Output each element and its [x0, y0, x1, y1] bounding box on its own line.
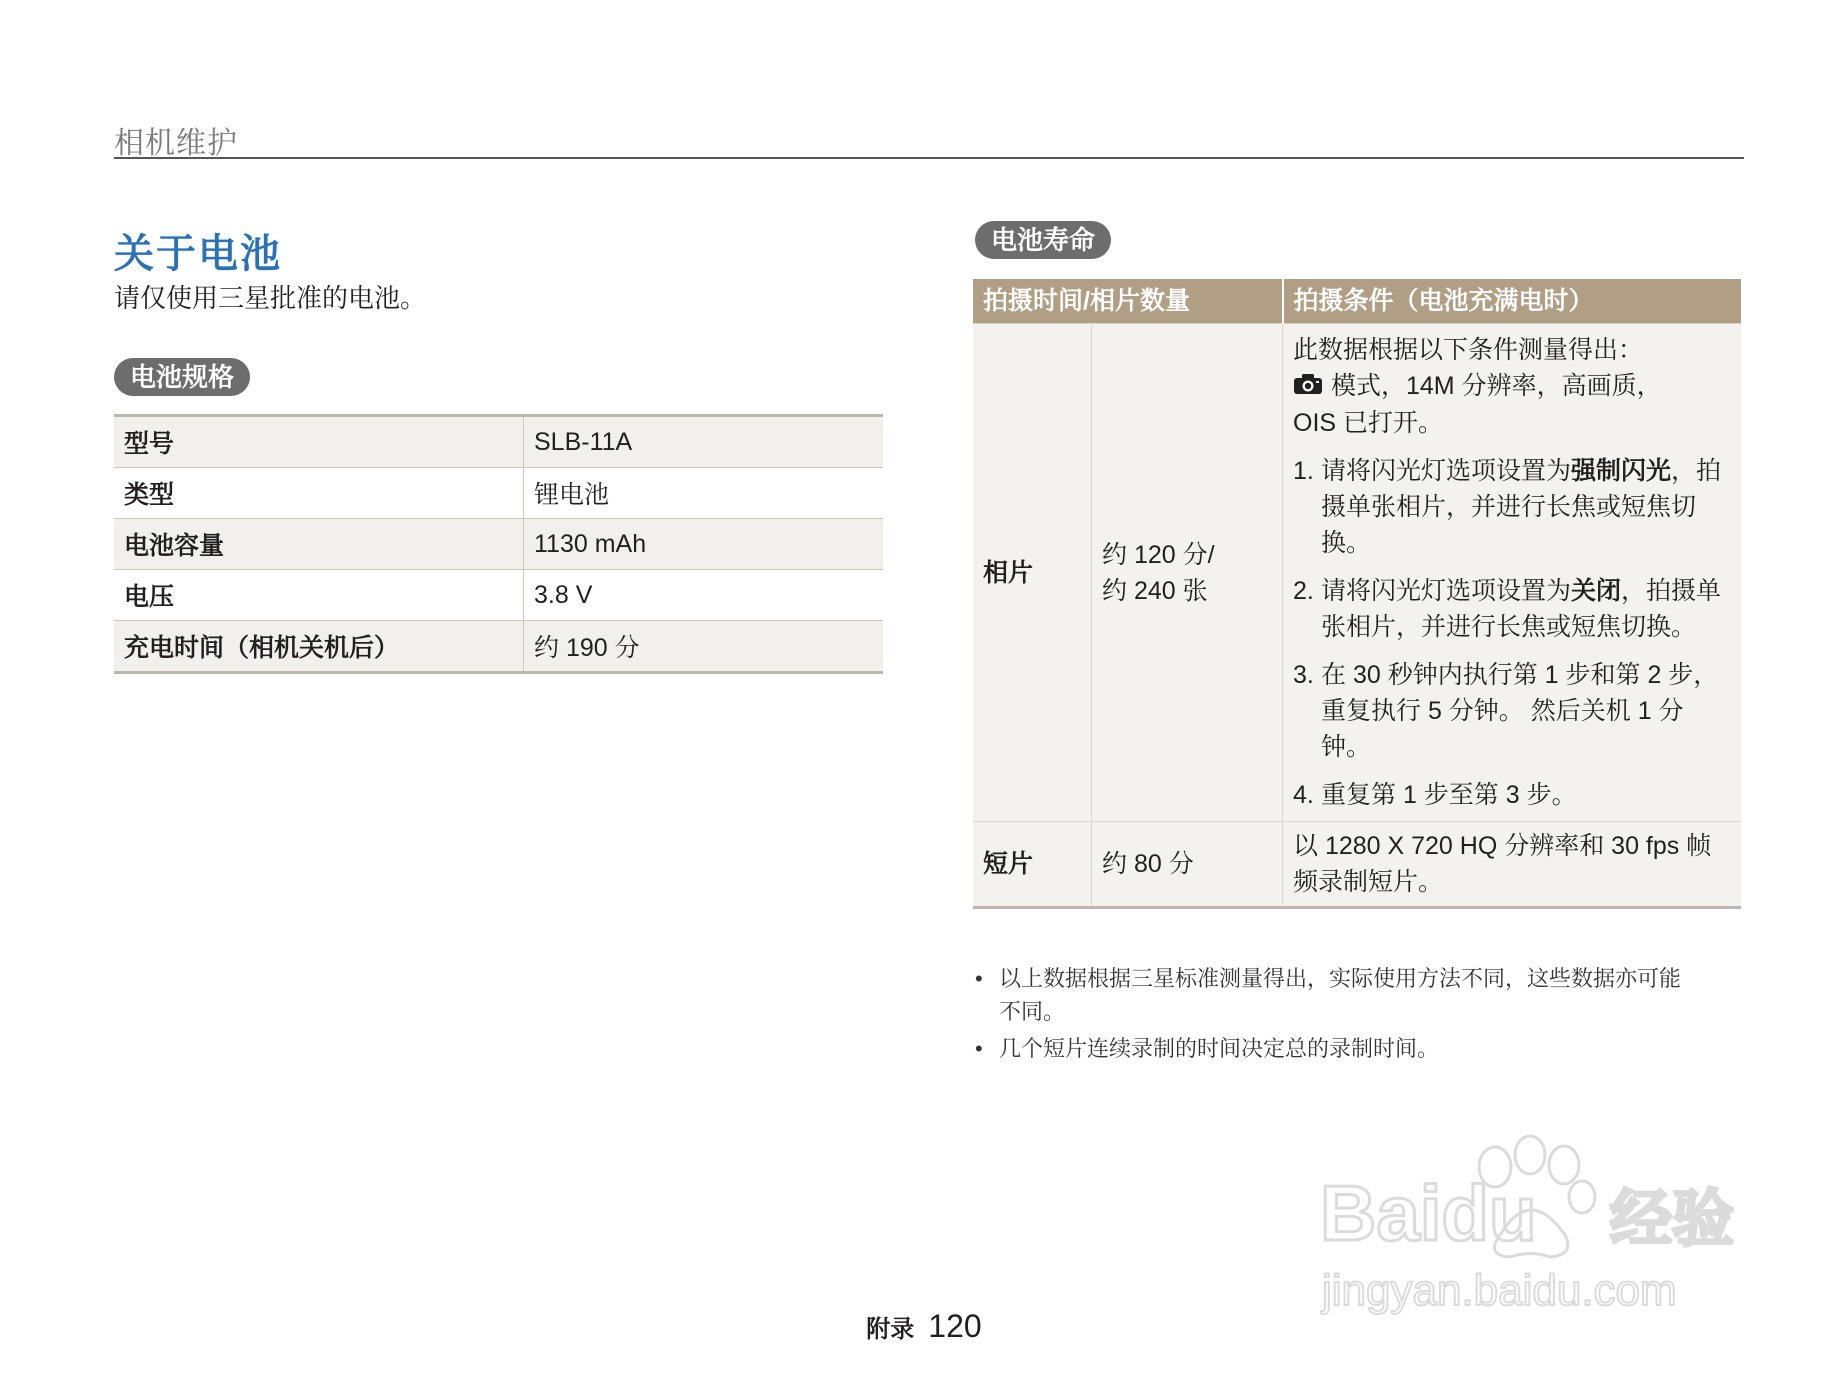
step-text: 在 30 秒钟内执行第 1 步和第 2 步，重复执行 5 分钟。 然后关机 1 分钟。 [1321, 661, 1719, 762]
spec-section-pill: 电池规格 [114, 358, 250, 396]
intro-text: 请仅使用三星批准的电池。 [114, 283, 427, 313]
step-text: 请将闪光灯选项设置为 [1321, 577, 1572, 606]
battery-spec-table [114, 414, 883, 674]
spec-value: 锂电池 [524, 468, 884, 519]
header-conditions: 拍摄条件（电池充满电时） [1283, 279, 1742, 324]
cond-ois: OIS 已打开。 [1293, 409, 1444, 438]
life-row-photo [973, 324, 1741, 822]
spec-key: 电压 [114, 570, 524, 621]
spec-value: 约 190 分 [524, 621, 884, 673]
test-steps [1293, 453, 1731, 813]
watermark-url: jingyan.baidu.com [1322, 1266, 1677, 1315]
note-item: • 以上数据根据三星标准测量得出，实际使用方法不同，这些数据亦可能不同。 [975, 962, 1695, 1028]
page-footer [0, 1308, 1848, 1345]
notes-list [975, 962, 1695, 1069]
step-number: 1. [1293, 457, 1314, 486]
footer-label: 附录 [866, 1316, 915, 1343]
spec-row-voltage [114, 570, 883, 621]
spec-value: 1130 mAh [524, 519, 884, 570]
life-table-header [973, 279, 1741, 324]
cond-intro: 此数据根据以下条件测量得出： [1293, 336, 1644, 364]
step-emphasis: 关闭 [1571, 577, 1622, 606]
step-text: ，拍摄单张相片，并进行长焦或短焦切换。 [1321, 577, 1722, 642]
page-number: 120 [928, 1308, 982, 1344]
row-label-photo: 相片 [973, 324, 1092, 822]
note-item: • 几个短片连续录制的时间决定总的录制时间。 [975, 1032, 1695, 1065]
video-conditions: 以 1280 X 720 HQ 分辨率和 30 fps 帧频录制短片。 [1283, 822, 1742, 908]
life-section-pill: 电池寿命 [975, 221, 1111, 259]
spec-row-type [114, 468, 883, 519]
watermark-cn: 经验 [1610, 1182, 1735, 1255]
spec-key: 型号 [114, 416, 524, 468]
header-rule [114, 157, 1744, 159]
cond-mode-line [1293, 368, 1731, 405]
step-number: 3. [1293, 661, 1314, 690]
battery-life-table [973, 279, 1741, 909]
watermark-brand: Baidu [1320, 1169, 1537, 1257]
photo-amount-time: 约 120 分/ [1102, 540, 1215, 569]
step-text: 请将闪光灯选项设置为 [1321, 457, 1572, 486]
step-item [1293, 657, 1731, 765]
step-item [1293, 573, 1731, 645]
camera-icon [1293, 369, 1323, 405]
step-number: 2. [1293, 577, 1314, 606]
spec-row-charge-time [114, 621, 883, 673]
spec-key: 类型 [114, 468, 524, 519]
life-row-video [973, 822, 1741, 908]
page-title: 关于电池 [114, 232, 282, 276]
spec-row-model [114, 416, 883, 468]
step-text: 重复第 1 步至第 3 步。 [1321, 781, 1577, 810]
step-text: ，拍摄单张相片，并进行长焦或短焦切换。 [1321, 457, 1722, 558]
step-item [1293, 777, 1731, 813]
spec-value: SLB-11A [524, 416, 884, 468]
spec-key: 充电时间（相机关机后） [114, 621, 524, 673]
photo-conditions [1283, 324, 1742, 822]
step-emphasis: 强制闪光 [1571, 457, 1672, 486]
row-label-video: 短片 [973, 822, 1092, 908]
section-header: 相机维护 [114, 127, 238, 160]
video-amount: 约 80 分 [1092, 822, 1283, 908]
spec-value: 3.8 V [524, 570, 884, 621]
photo-amount [1092, 324, 1283, 822]
spec-key: 电池容量 [114, 519, 524, 570]
baidu-watermark [1320, 1125, 1740, 1325]
photo-amount-count: 约 240 张 [1102, 576, 1208, 605]
step-number: 4. [1293, 781, 1314, 810]
header-time-count: 拍摄时间/相片数量 [973, 279, 1283, 324]
spec-row-capacity [114, 519, 883, 570]
cond-mode-text: 模式，14M 分辨率，高画质， [1331, 372, 1662, 400]
step-item [1293, 453, 1731, 561]
